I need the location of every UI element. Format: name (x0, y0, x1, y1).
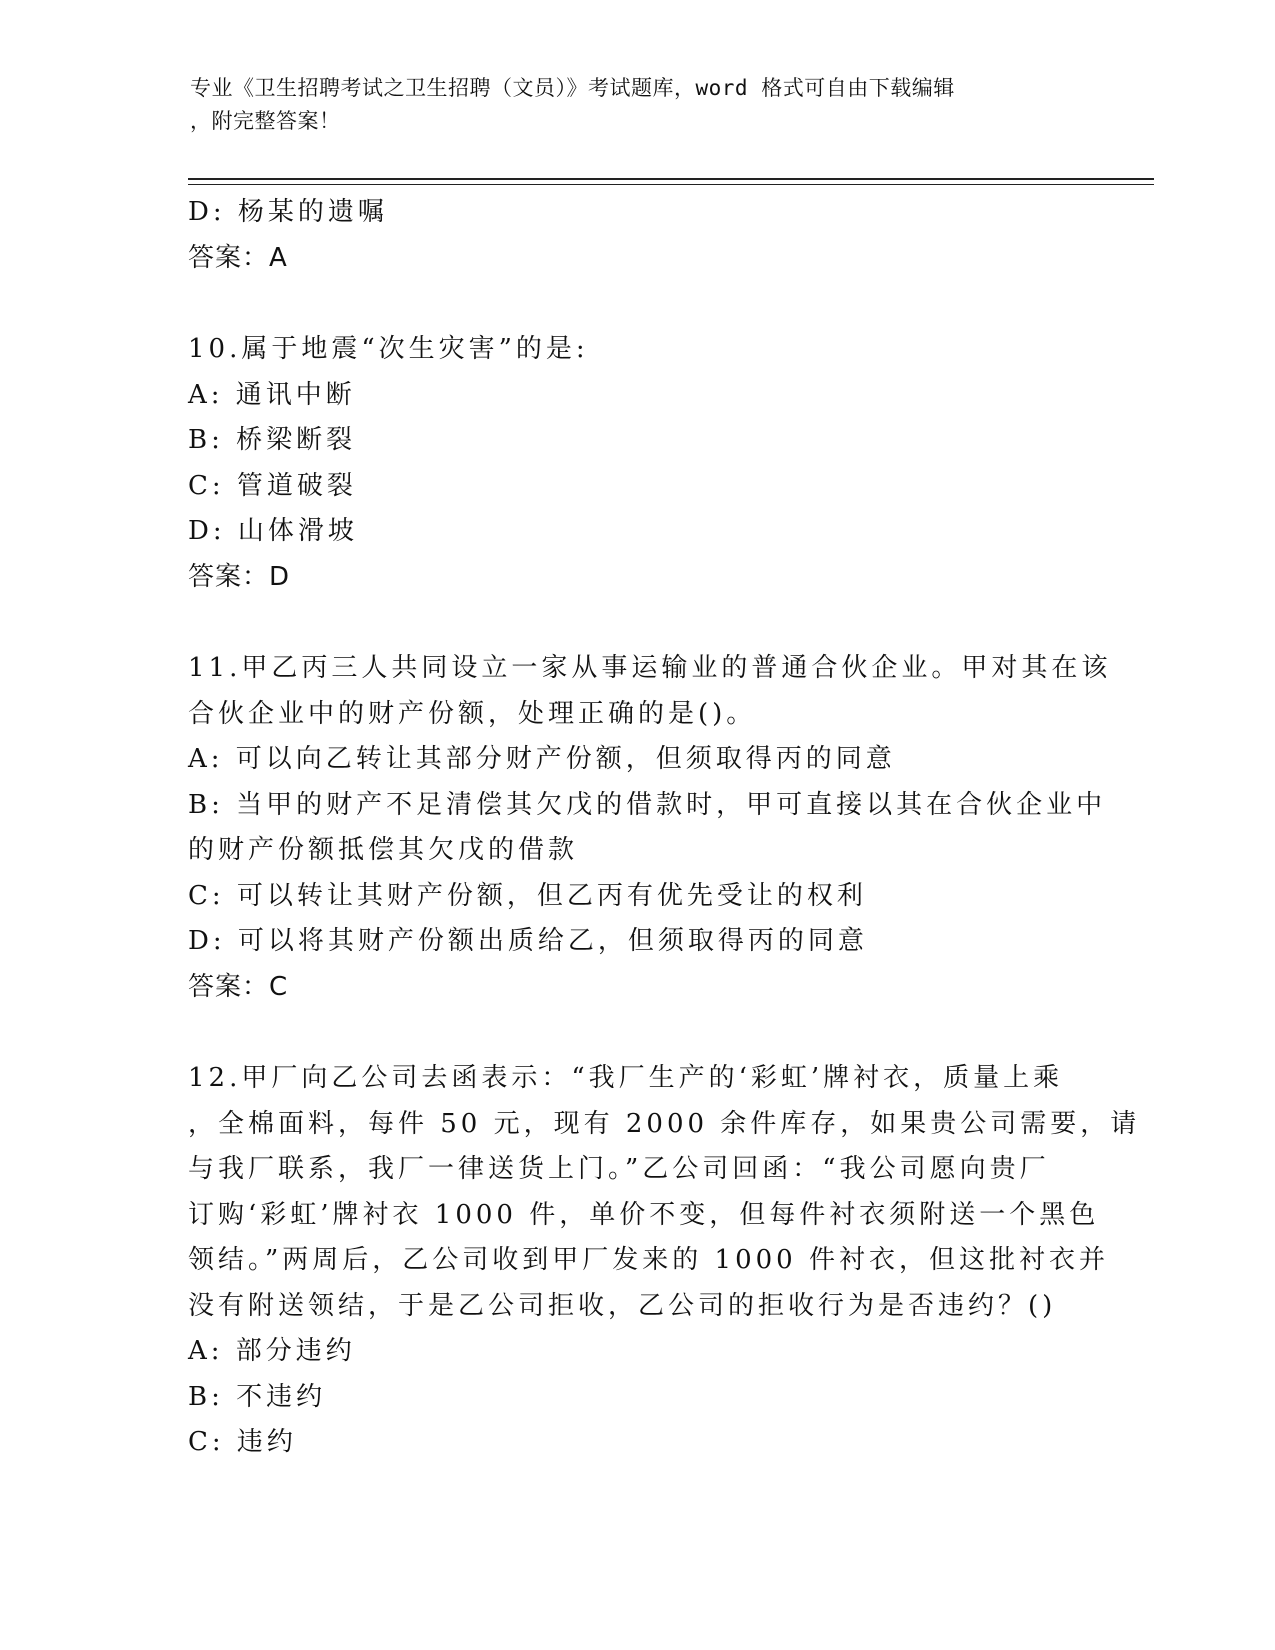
header-divider-bottom (188, 184, 1154, 185)
question-stem-line-6: 没有附送领结，于是乙公司拒收，乙公司的拒收行为是否违约？() (188, 1290, 1057, 1321)
option-b-line-2: 的财产份额抵偿其欠戊的借款 (188, 835, 579, 865)
answer: 答案：A (188, 242, 288, 273)
question-stem-line-3: 与我厂联系，我厂一律送货上门。”乙公司回函：“我公司愿向贵厂 (188, 1154, 1050, 1184)
question-stem: 10.属于地震“次生灾害”的是: (188, 334, 589, 364)
option-c: C: 违约 (188, 1427, 297, 1457)
question-11 (188, 646, 1112, 1010)
answer: 答案：C (188, 971, 289, 1002)
header-divider-top (188, 178, 1154, 180)
option-d: D: 可以将其财产份额出质给乙，但须取得丙的同意 (188, 926, 868, 956)
question-stem-line-4: 订购‘彩虹’牌衬衣 1000 件，单价不变，但每件衬衣须附送一个黑色 (188, 1199, 1100, 1230)
question-10 (188, 327, 1088, 600)
option-a: A: 部分违约 (188, 1336, 356, 1366)
question-stem-line-2: ，全棉面料，每件 50 元，现有 2000 余件库存，如果贵公司需要，请 (188, 1108, 1141, 1139)
option-c: C: 可以转让其财产份额，但乙丙有优先受让的权利 (188, 880, 867, 911)
question-stem-line-2: 合伙企业中的财产份额，处理正确的是()。 (188, 698, 757, 729)
option-b-line-1: B: 当甲的财产不足清偿其欠戊的借款时，甲可直接以其在合伙企业中 (188, 789, 1107, 820)
question-stem-line-1: 12.甲厂向乙公司去函表示：“我厂生产的‘彩虹’牌衬衣，质量上乘 (188, 1063, 1064, 1093)
option-b: B: 桥梁断裂 (188, 425, 357, 455)
document-header (190, 72, 1070, 138)
question-stem-line-1: 11.甲乙丙三人共同设立一家从事运输业的普通合伙企业。甲对其在该 (188, 653, 1112, 683)
option-c: C: 管道破裂 (188, 470, 357, 501)
question-9 (188, 190, 1088, 281)
question-stem-line-5: 领结。”两周后，乙公司收到甲厂发来的 1000 件衬衣，但这批衬衣并 (188, 1245, 1109, 1275)
question-list (188, 190, 1141, 1466)
option-a: A: 通讯中断 (188, 379, 356, 410)
option-d: D: 杨某的遗嘱 (188, 197, 388, 227)
option-d: D: 山体滑坡 (188, 516, 358, 546)
answer: 答案：D (188, 561, 291, 592)
option-b: B: 不违约 (188, 1381, 327, 1412)
question-12 (188, 1056, 1141, 1466)
header-line-2: ，附完整答案！ (190, 109, 341, 133)
option-a: A: 可以向乙转让其部分财产份额，但须取得丙的同意 (188, 744, 896, 774)
header-line-1: 专业《卫生招聘考试之卫生招聘（文员）》考试题库，word 格式可自由下载编辑 (190, 76, 955, 100)
